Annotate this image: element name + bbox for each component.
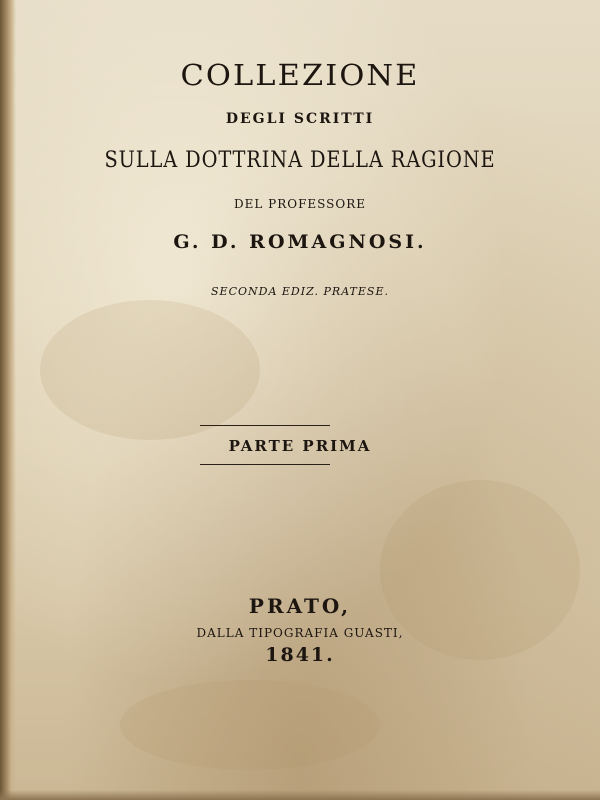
bottom-rule-divider [200,464,330,465]
author-name: G. D. ROMAGNOSI. [173,231,427,253]
subtitle-line-3: DEL PROFESSORE [233,197,367,211]
subtitle-line-1: DEGLI SCRITTI [225,111,375,127]
printer-name: DALLA TIPOGRAFIA GUASTI, [196,626,404,640]
page-bottom-edge [0,790,600,800]
publication-year: 1841. [265,644,335,666]
paper-stain [120,680,380,770]
book-title: COLLEZIONE [180,58,420,92]
top-rule-divider [200,425,330,426]
part-heading: PARTE PRIMA [228,437,372,455]
paper-stain [40,300,260,440]
publication-city: PRATO, [248,594,352,618]
subtitle-line-2: SULLA DOTTRINA DELLA RAGIONE [104,148,496,173]
edition-note: SECONDA EDIZ. PRATESE. [211,285,389,298]
